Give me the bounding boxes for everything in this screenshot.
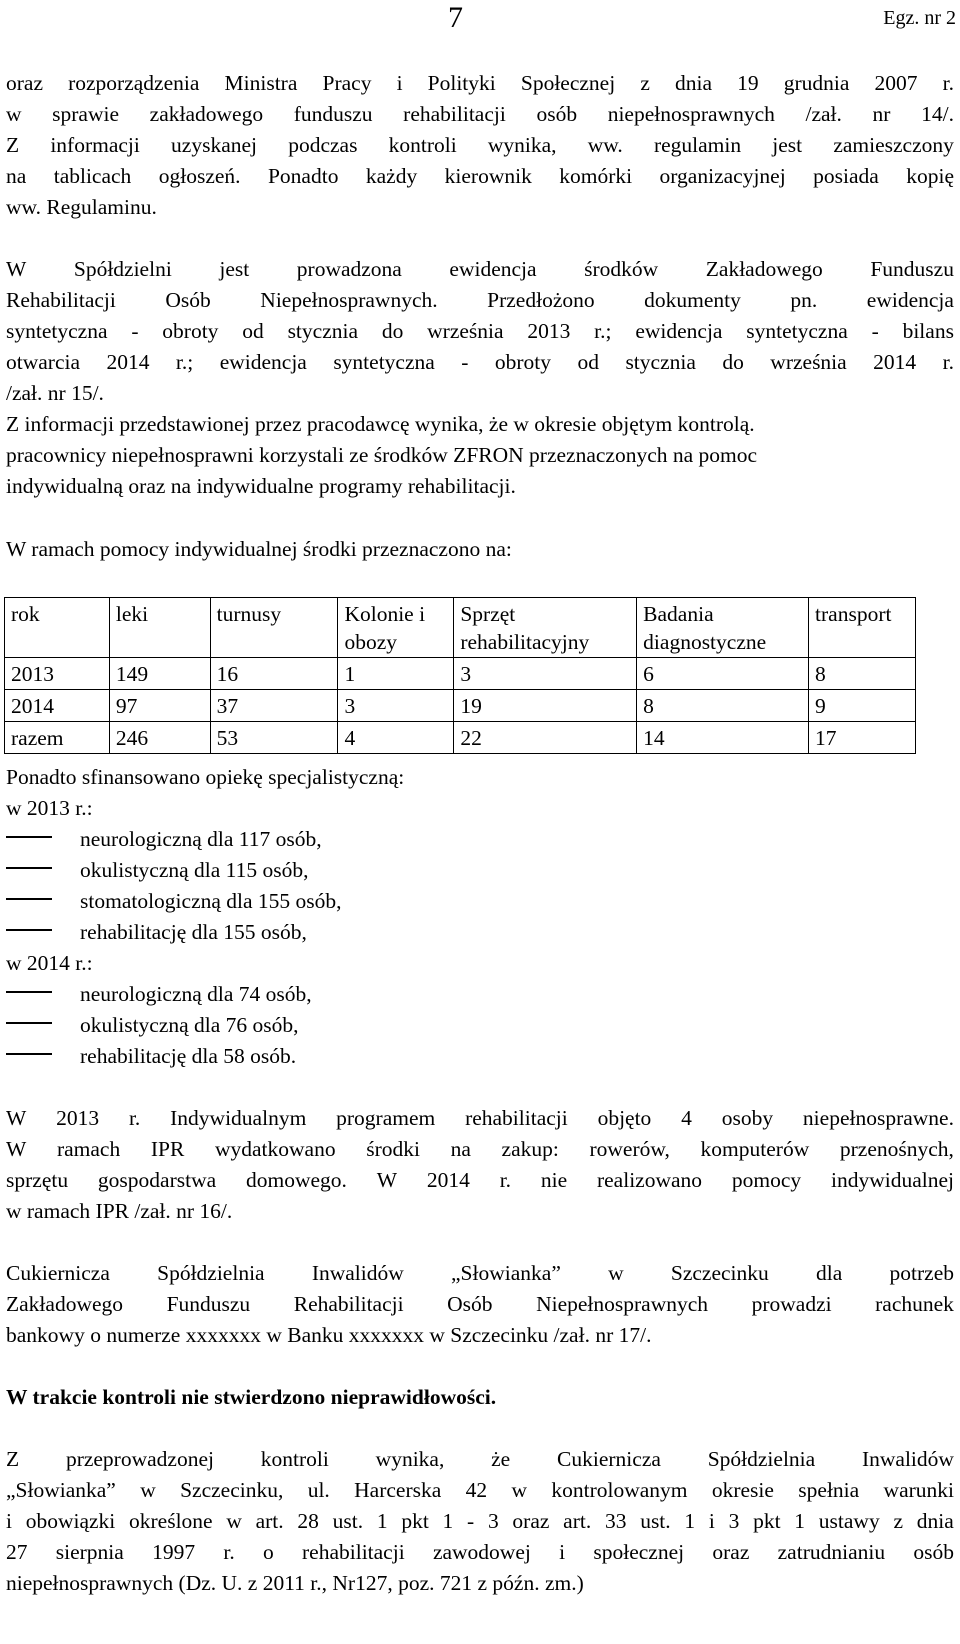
aid-table — [4, 597, 916, 754]
word: Spółdzielni — [73, 257, 172, 281]
word: Z — [6, 1447, 20, 1471]
word: rowerów, — [589, 1137, 670, 1161]
table-header-cell: Badania diagnostyczne — [637, 598, 809, 658]
word: 14/. — [921, 102, 954, 126]
word: komputerów — [700, 1137, 810, 1161]
word: programem — [336, 1106, 436, 1130]
word: ogłoszeń. — [158, 164, 241, 188]
text-line — [6, 1537, 954, 1567]
word: art. — [255, 1509, 284, 1533]
word: W — [6, 257, 27, 281]
word: W — [6, 1106, 27, 1130]
dash-bullet — [6, 1053, 52, 1055]
word: na — [450, 1137, 471, 1161]
word: dnia — [916, 1509, 954, 1533]
table-header-cell: transport — [809, 598, 916, 658]
word: Spółdzielnia — [707, 1447, 816, 1471]
word: ww. — [587, 133, 623, 157]
list-item: okulistyczną dla 115 osób, — [80, 858, 309, 882]
word: Osób — [165, 288, 211, 312]
word: że — [491, 1447, 511, 1471]
table-header-row — [5, 598, 916, 658]
table-cell: 8 — [637, 690, 809, 722]
text-line: niepełnosprawnych (Dz. U. z 2011 r., Nr127, poz. 721 z późn. zm.) — [6, 1571, 584, 1595]
word: pkt — [753, 1509, 781, 1533]
word: Szczecinku — [670, 1261, 769, 1285]
text-line: /zał. nr 15/. — [6, 381, 104, 405]
word: wynika, — [487, 133, 557, 157]
word: Społecznej — [520, 71, 616, 95]
copy-number: Egz. nr 2 — [883, 7, 956, 29]
word: komórki — [559, 164, 633, 188]
word: osoby — [721, 1106, 774, 1130]
word: regulamin — [653, 133, 742, 157]
table-cell: 246 — [109, 722, 210, 754]
word: ewidencja — [635, 319, 723, 343]
word: 2013 — [56, 1106, 100, 1130]
word: obowiązki — [25, 1509, 116, 1533]
table-cell: 37 — [210, 690, 338, 722]
word: i — [708, 1509, 715, 1533]
word: rehabilitacji — [465, 1106, 568, 1130]
text-line — [6, 161, 954, 191]
care-year-heading: w 2013 r.: — [6, 796, 93, 820]
word: 1 — [376, 1509, 388, 1533]
text-line: Z informacji przedstawionej przez pracodawcę wynika, że w okresie objętym kontrolą. — [6, 412, 755, 436]
word: Indywidualnym — [170, 1106, 307, 1130]
word: ustawy — [818, 1509, 880, 1533]
word: 42 — [465, 1478, 488, 1502]
word: - — [467, 1509, 475, 1533]
word: stycznia — [287, 319, 359, 343]
word: wynika, — [375, 1447, 445, 1471]
word: września — [770, 350, 847, 374]
word: podczas — [288, 133, 358, 157]
word: 1 — [442, 1509, 454, 1533]
word: w — [511, 1478, 528, 1502]
word: Osób — [447, 1292, 493, 1316]
text-line — [6, 1103, 954, 1133]
word: i — [6, 1509, 12, 1533]
word: kontrolowanym — [551, 1478, 688, 1502]
word: kierownik — [444, 164, 532, 188]
word: realizowano — [596, 1168, 703, 1192]
word: oraz — [512, 1509, 550, 1533]
table-cell: 97 — [109, 690, 210, 722]
word: obroty — [162, 319, 219, 343]
word: posiada — [813, 164, 879, 188]
text-line: w ramach IPR /zał. nr 16/. — [6, 1199, 233, 1223]
dash-bullet — [6, 929, 52, 931]
word: zatrudnianiu — [777, 1540, 886, 1564]
word: ewidencja — [219, 350, 307, 374]
word: rachunek — [875, 1292, 954, 1316]
table-row — [5, 690, 916, 722]
word: zakładowego — [149, 102, 264, 126]
word: sprzętu — [6, 1168, 69, 1192]
word: Cukiernicza — [6, 1261, 110, 1285]
text-line: pracownicy niepełnosprawni korzystali ze środków ZFRON przeznaczonych na pomoc — [6, 443, 758, 467]
word: do — [722, 350, 744, 374]
word: Pracy — [322, 71, 372, 95]
dash-bullet — [6, 1022, 52, 1024]
word: funduszu — [293, 102, 373, 126]
table-cell: 6 — [637, 658, 809, 690]
word: 19 — [737, 71, 759, 95]
text-line — [6, 254, 954, 284]
table-cell: 14 — [637, 722, 809, 754]
word: ul. — [307, 1478, 330, 1502]
text-line: bankowy o numerze xxxxxxx w Banku xxxxxxx w Szczecinku /zał. nr 17/. — [6, 1323, 652, 1347]
word: od — [242, 319, 264, 343]
table-intro: W ramach pomocy indywidualnej środki przeznaczono na: — [6, 537, 512, 561]
word: stycznia — [625, 350, 696, 374]
word: Rehabilitacji — [293, 1292, 404, 1316]
word: rehabilitacji — [302, 1540, 405, 1564]
word: informacji — [50, 133, 140, 157]
word: i — [559, 1540, 566, 1564]
table-header-cell: turnusy — [210, 598, 338, 658]
word: sprawie — [52, 102, 120, 126]
word: uzyskanej — [171, 133, 258, 157]
word: Rehabilitacji — [6, 288, 116, 312]
word: Polityki — [427, 71, 496, 95]
list-item: stomatologiczną dla 155 osób, — [80, 889, 342, 913]
word: jest — [772, 133, 803, 157]
table-row-total — [5, 722, 916, 754]
word: tablicach — [53, 164, 132, 188]
word: nr — [872, 102, 891, 126]
word: z — [640, 71, 650, 95]
table-cell: 19 — [454, 690, 637, 722]
dash-bullet — [6, 898, 52, 900]
word: /zał. — [805, 102, 842, 126]
table-cell: 2014 — [5, 690, 110, 722]
word: 2014 — [873, 350, 917, 374]
word: na — [6, 164, 27, 188]
word: bilans — [902, 319, 954, 343]
word: W — [376, 1168, 398, 1192]
word: „Słowianka” — [451, 1261, 561, 1285]
text-line — [6, 347, 954, 377]
word: w — [226, 1509, 242, 1533]
word: 2014 — [426, 1168, 470, 1192]
word: osób — [913, 1540, 954, 1564]
word: od — [577, 350, 599, 374]
text-line — [6, 1506, 954, 1536]
word: Ministra — [224, 71, 298, 95]
word: r. — [942, 350, 954, 374]
word: wydatkowano — [214, 1137, 336, 1161]
table-cell: 8 — [809, 658, 916, 690]
word: objęto — [597, 1106, 652, 1130]
word: ust. — [332, 1509, 364, 1533]
text-line — [6, 68, 954, 98]
word: prowadzona — [296, 257, 402, 281]
word: i — [396, 71, 403, 95]
word: 2013 — [527, 319, 571, 343]
table-cell: 149 — [109, 658, 210, 690]
text-line — [6, 316, 954, 346]
word: IPR — [150, 1137, 185, 1161]
word: środków — [584, 257, 659, 281]
text-line — [6, 1134, 954, 1164]
word: indywidualnej — [830, 1168, 954, 1192]
word: warunki — [883, 1478, 954, 1502]
word: dokumenty — [644, 288, 741, 312]
word: Szczecinku, — [180, 1478, 284, 1502]
list-item: neurologiczną dla 74 osób, — [80, 982, 312, 1006]
text-line: indywidualną oraz na indywidualne programy rehabilitacji. — [6, 474, 516, 498]
list-item: rehabilitację dla 58 osób. — [80, 1044, 297, 1068]
word: - — [131, 319, 139, 343]
word: r. — [499, 1168, 512, 1192]
word: prowadzi — [751, 1292, 832, 1316]
word: ewidencja — [449, 257, 537, 281]
table-cell: razem — [5, 722, 110, 754]
text-line — [6, 1444, 954, 1474]
word: niepełnosprawne. — [802, 1106, 954, 1130]
word: jest — [219, 257, 250, 281]
word: 4 — [681, 1106, 692, 1130]
dash-bullet — [6, 867, 52, 869]
word: ust. — [640, 1509, 671, 1533]
word: o — [262, 1540, 274, 1564]
word: gospodarstwa — [97, 1168, 217, 1192]
text-line — [6, 130, 954, 160]
table-cell: 3 — [454, 658, 637, 690]
word: w — [6, 102, 22, 126]
word: określone — [129, 1509, 213, 1533]
table-cell: 3 — [338, 690, 454, 722]
finding-statement: W trakcie kontroli nie stwierdzono nieprawidłowości. — [6, 1385, 497, 1409]
care-intro: Ponadto sfinansowano opiekę specjalistyczną: — [6, 765, 405, 789]
word: 33 — [604, 1509, 627, 1533]
word: przeprowadzonej — [65, 1447, 214, 1471]
word: września — [427, 319, 504, 343]
word: kontroli — [260, 1447, 329, 1471]
word: spełnia — [798, 1478, 860, 1502]
word: Ponadto — [267, 164, 339, 188]
word: do — [381, 319, 404, 343]
word: domowego. — [245, 1168, 347, 1192]
word: 3 — [487, 1509, 499, 1533]
table-header-cell: Sprzęt rehabilitacyjny — [454, 598, 637, 658]
word: osób — [536, 102, 578, 126]
table-cell: 2013 — [5, 658, 110, 690]
word: potrzeb — [889, 1261, 954, 1285]
word: r. — [223, 1540, 235, 1564]
table-cell: 16 — [210, 658, 338, 690]
word: Niepełnosprawnych — [536, 1292, 709, 1316]
word: 27 — [6, 1540, 28, 1564]
word: syntetyczna — [6, 319, 108, 343]
list-item: neurologiczną dla 117 osób, — [80, 827, 322, 851]
word: Funduszu — [870, 257, 954, 281]
word: „Słowianka” — [6, 1478, 116, 1502]
table-cell: 1 — [338, 658, 454, 690]
word: sierpnia — [55, 1540, 124, 1564]
word: Harcerska — [354, 1478, 442, 1502]
list-item: okulistyczną dla 76 osób, — [80, 1013, 299, 1037]
word: społecznej — [593, 1540, 685, 1564]
word: r. — [942, 71, 954, 95]
word: r.; — [175, 350, 194, 374]
word: rozporządzenia — [68, 71, 200, 95]
page-number: 7 — [448, 1, 463, 34]
word: zamieszczony — [833, 133, 954, 157]
word: 28 — [297, 1509, 319, 1533]
word: kopię — [906, 164, 954, 188]
table-cell: 53 — [210, 722, 338, 754]
word: art. — [563, 1509, 592, 1533]
word: z — [893, 1509, 903, 1533]
word: syntetyczna — [746, 319, 848, 343]
word: zawodowej — [432, 1540, 531, 1564]
word: obroty — [494, 350, 552, 374]
word: każdy — [365, 164, 418, 188]
table-cell: 4 — [338, 722, 454, 754]
word: Zakładowego — [6, 1292, 124, 1316]
word: przenośnych, — [839, 1137, 954, 1161]
table-cell: 17 — [809, 722, 916, 754]
text-line: ww. Regulaminu. — [6, 195, 157, 219]
table-cell: 22 — [454, 722, 637, 754]
word: okresie — [711, 1478, 774, 1502]
word: 1997 — [152, 1540, 196, 1564]
word: Cukiernicza — [557, 1447, 661, 1471]
word: 1 — [684, 1509, 696, 1533]
word: Zakładowego — [705, 257, 823, 281]
word: 1 — [794, 1509, 806, 1533]
word: Funduszu — [166, 1292, 251, 1316]
word: niepełnosprawnych — [607, 102, 775, 126]
word: Spółdzielnia — [157, 1261, 265, 1285]
word: - — [461, 350, 469, 374]
word: oraz — [6, 71, 43, 95]
text-line — [6, 99, 954, 129]
word: nie — [540, 1168, 568, 1192]
word: organizacyjnej — [659, 164, 786, 188]
word: 2014 — [106, 350, 150, 374]
table-header-cell: rok — [5, 598, 110, 658]
word: Inwalidów — [311, 1261, 404, 1285]
text-line — [6, 1475, 954, 1505]
word: otwarcia — [6, 350, 81, 374]
table-header-cell: Kolonie i obozy — [338, 598, 454, 658]
text-line — [6, 1258, 954, 1288]
table-cell: 9 — [809, 690, 916, 722]
word: r.; — [594, 319, 612, 343]
word: pkt — [401, 1509, 429, 1533]
word: Niepełnosprawnych. — [260, 288, 438, 312]
word: 3 — [728, 1509, 740, 1533]
word: syntetyczna — [333, 350, 435, 374]
word: dla — [816, 1261, 843, 1285]
word: Przedłożono — [487, 288, 595, 312]
dash-bullet — [6, 991, 52, 993]
word: pomocy — [731, 1168, 802, 1192]
word: - — [871, 319, 879, 343]
text-line — [6, 1289, 954, 1319]
word: pn. — [790, 288, 818, 312]
list-item: rehabilitację dla 155 osób, — [80, 920, 307, 944]
word: Z — [6, 133, 20, 157]
word: ramach — [56, 1137, 121, 1161]
word: oraz — [712, 1540, 750, 1564]
table-row — [5, 658, 916, 690]
dash-bullet — [6, 836, 52, 838]
word: 2007 — [874, 71, 918, 95]
word: Inwalidów — [861, 1447, 954, 1471]
word: grudnia — [783, 71, 850, 95]
text-line — [6, 1165, 954, 1195]
word: ewidencja — [866, 288, 954, 312]
word: kontroli — [388, 133, 457, 157]
word: w — [608, 1261, 624, 1285]
word: rehabilitacji — [403, 102, 506, 126]
word: W — [6, 1137, 27, 1161]
word: zakup: — [501, 1137, 559, 1161]
word: dnia — [674, 71, 712, 95]
text-line — [6, 285, 954, 315]
word: środki — [366, 1137, 420, 1161]
word: r. — [128, 1106, 141, 1130]
word: w — [140, 1478, 156, 1502]
care-year-heading: w 2014 r.: — [6, 951, 93, 975]
table-header-cell: leki — [109, 598, 210, 658]
